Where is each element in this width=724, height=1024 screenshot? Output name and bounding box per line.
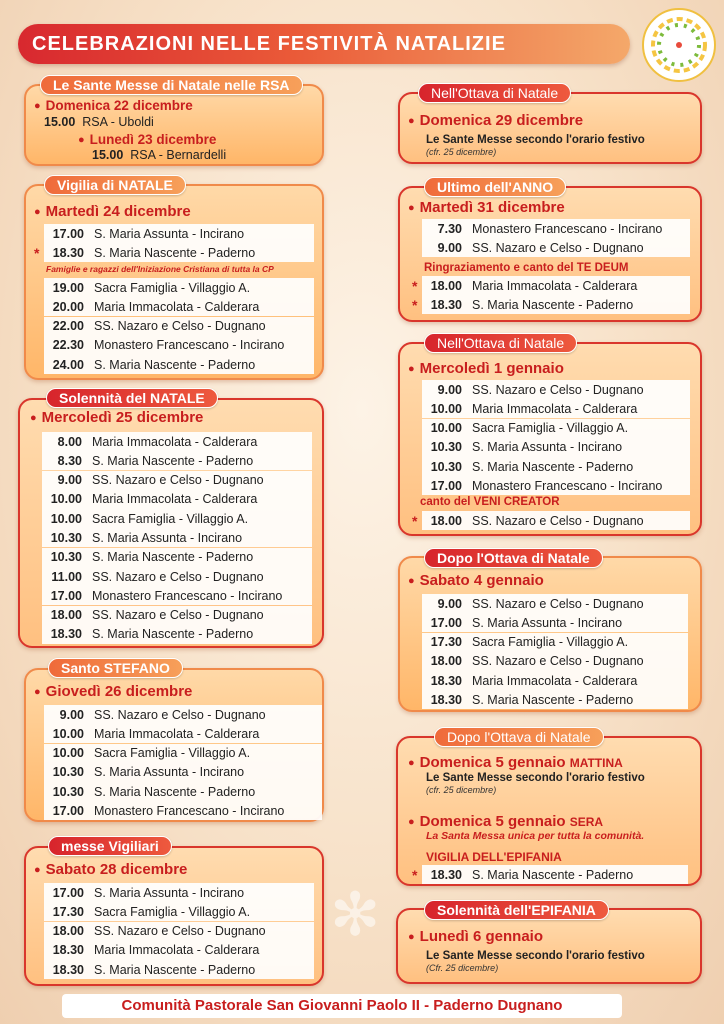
dopo2-box	[396, 736, 702, 886]
schedule-row	[44, 801, 322, 820]
schedule-row	[42, 548, 312, 567]
mass-time: 10.30	[52, 784, 84, 799]
ottava1-label: Nell'Ottava di Natale	[418, 83, 571, 103]
schedule-row	[44, 763, 322, 782]
schedule-row	[42, 490, 312, 509]
mass-location: Maria Immacolata - Calderara	[472, 278, 638, 293]
mass-location: SS. Nazaro e Celso - Dugnano	[472, 654, 644, 669]
schedule-row	[44, 922, 314, 941]
dopo2-day1: ● Domenica 5 gennaio MATTINA	[408, 754, 623, 771]
mass-location: Monastero Francescano - Incirano	[94, 338, 285, 353]
rsa-day1: ● Domenica 22 dicembre	[34, 98, 193, 113]
ultimo-rows-1	[422, 219, 690, 258]
asterisk-marker: *	[412, 512, 418, 529]
schedule-row	[422, 613, 688, 632]
schedule-row	[42, 586, 312, 605]
mass-time: 17.00	[50, 588, 82, 603]
mass-time: 7.30	[437, 221, 462, 236]
logo-icon	[647, 13, 711, 77]
mass-time: 18.30	[430, 673, 462, 688]
dopo1-day: ● Sabato 4 gennaio	[408, 572, 544, 589]
mass-time: 10.00	[430, 421, 462, 436]
ottava2-label: Nell'Ottava di Natale	[424, 333, 577, 353]
mass-time: 18.00	[430, 513, 462, 528]
asterisk-marker: *	[412, 296, 418, 313]
mass-location: S. Maria Nascente - Paderno	[94, 357, 256, 372]
mass-time: 17.30	[52, 904, 84, 919]
mass-time: 17.00	[52, 803, 84, 818]
mass-location: S. Maria Assunta - Incirano	[94, 765, 245, 780]
mass-time: 18.00	[430, 278, 462, 293]
schedule-row	[422, 476, 690, 495]
mass-location: S. Maria Nascente - Paderno	[94, 245, 256, 260]
ottava2-red: canto del VENI CREATOR	[420, 496, 560, 508]
mass-time: 10.30	[430, 440, 462, 455]
mass-location: Maria Immacolata - Calderara	[94, 943, 260, 958]
schedule-row	[42, 432, 312, 451]
schedule-row	[44, 278, 314, 297]
mass-location: Maria Immacolata - Calderara	[94, 299, 260, 314]
schedule-row	[42, 451, 312, 470]
schedule-row	[42, 606, 312, 625]
stefano-box	[24, 668, 324, 822]
schedule-row	[44, 782, 322, 801]
mass-location: SS. Nazaro e Celso - Dugnano	[472, 382, 644, 397]
schedule-row	[42, 625, 312, 644]
ultimo-box	[398, 186, 702, 322]
mass-time: 18.30	[52, 245, 84, 260]
mass-location: SS. Nazaro e Celso - Dugnano	[92, 608, 264, 623]
mass-location: Maria Immacolata - Calderara	[472, 401, 638, 416]
mass-location: SS. Nazaro e Celso - Dugnano	[472, 513, 644, 528]
mass-location: SS. Nazaro e Celso - Dugnano	[472, 240, 644, 255]
mass-time: 17.30	[430, 635, 462, 650]
schedule-row	[44, 317, 314, 336]
schedule-row	[44, 297, 314, 316]
mass-location: SS. Nazaro e Celso - Dugnano	[94, 924, 266, 939]
vigilia-rows-2	[44, 278, 314, 374]
footer-community: Comunità Pastorale San Giovanni Paolo II - Paderno Dugnano	[62, 994, 622, 1018]
mass-time: 9.00	[57, 473, 82, 488]
schedule-row	[412, 276, 690, 295]
schedule-row	[34, 243, 314, 262]
stefano-rows	[44, 705, 322, 821]
page-title: CELEBRAZIONI NELLE FESTIVITÀ NATALIZIE	[18, 24, 630, 64]
schedule-row	[422, 380, 690, 399]
epifania-label: Solennità dell'EPIFANIA	[424, 900, 609, 920]
mass-location: SS. Nazaro e Celso - Dugnano	[94, 707, 266, 722]
mass-location: S. Maria Assunta - Incirano	[94, 885, 245, 900]
mass-time: 10.00	[52, 746, 84, 761]
mass-location: S. Maria Nascente - Paderno	[472, 692, 634, 707]
mass-location: S. Maria Nascente - Paderno	[94, 784, 256, 799]
mass-location: S. Maria Nascente - Paderno	[94, 962, 256, 977]
mass-location: SS. Nazaro e Celso - Dugnano	[94, 319, 266, 334]
schedule-row	[44, 883, 314, 902]
schedule-row	[412, 865, 688, 884]
schedule-row	[422, 671, 688, 690]
schedule-row	[44, 941, 314, 960]
mass-location: Maria Immacolata - Calderara	[92, 492, 258, 507]
mass-location: S. Maria Assunta - Incirano	[472, 440, 623, 455]
mass-time: 19.00	[52, 280, 84, 295]
mass-time: 22.30	[52, 338, 84, 353]
schedule-row	[42, 567, 312, 586]
schedule-row	[44, 336, 314, 355]
mass-location: S. Maria Assunta - Incirano	[94, 226, 245, 241]
mass-location: S. Maria Nascente - Paderno	[92, 550, 254, 565]
mass-time: 10.00	[430, 401, 462, 416]
schedule-row	[44, 705, 322, 724]
mass-time: 10.30	[430, 459, 462, 474]
natale-box	[18, 398, 324, 648]
mass-time: 9.00	[437, 240, 462, 255]
schedule-row	[44, 224, 314, 243]
mass-time: 18.30	[52, 962, 84, 977]
dopo1-box	[398, 556, 702, 712]
schedule-row	[422, 238, 690, 257]
epifania-day: ● Lunedì 6 gennaio	[408, 928, 543, 945]
vigiliari-box	[24, 846, 324, 986]
mass-location: SS. Nazaro e Celso - Dugnano	[92, 473, 264, 488]
epifania-cfr: (Cfr. 25 dicembre)	[426, 963, 499, 973]
dopo1-label: Dopo l'Ottava di Natale	[424, 548, 603, 568]
schedule-row	[44, 960, 314, 979]
natale-day: ● Mercoledì 25 dicembre	[30, 409, 204, 426]
mass-time: 17.00	[52, 885, 84, 900]
schedule-row	[412, 295, 690, 314]
mass-time: 10.30	[52, 765, 84, 780]
ottava1-day: ● Domenica 29 dicembre	[408, 112, 584, 129]
mass-location: S. Maria Nascente - Paderno	[472, 459, 634, 474]
vigilia-box	[24, 184, 324, 380]
rsa-entry-1: 15.00 RSA - Uboldi	[44, 115, 154, 129]
mass-location: S. Maria Assunta - Incirano	[92, 530, 243, 545]
mass-time: 10.30	[50, 530, 82, 545]
mass-time: 17.00	[430, 615, 462, 630]
schedule-row	[422, 594, 688, 613]
schedule-row	[422, 690, 688, 709]
mass-location: SS. Nazaro e Celso - Dugnano	[472, 596, 644, 611]
schedule-row	[42, 509, 312, 528]
mass-time: 18.00	[52, 924, 84, 939]
mass-time: 10.00	[52, 726, 84, 741]
rsa-entry-2: 15.00 RSA - Bernardelli	[92, 148, 227, 162]
schedule-row	[422, 219, 690, 238]
schedule-row	[422, 438, 690, 457]
asterisk-marker: *	[412, 277, 418, 294]
mass-time: 11.00	[51, 569, 82, 584]
ultimo-label: Ultimo dell'ANNO	[424, 177, 566, 197]
vigilia-note: Famiglie e ragazzi dell'Iniziazione Cristiana di tutta la CP	[46, 264, 274, 274]
mass-time: 18.30	[52, 943, 84, 958]
mass-location: Monastero Francescano - Incirano	[94, 803, 285, 818]
dopo2-cfr1: (cfr. 25 dicembre)	[426, 785, 497, 795]
mass-location: Maria Immacolata - Calderara	[92, 434, 258, 449]
mass-time: 10.00	[50, 511, 82, 526]
mass-location: Sacra Famiglia - Villaggio A.	[92, 511, 249, 526]
vigiliari-day: ● Sabato 28 dicembre	[34, 861, 188, 878]
mass-location: Maria Immacolata - Calderara	[472, 673, 638, 688]
schedule-row	[422, 652, 688, 671]
mass-location: S. Maria Nascente - Paderno	[92, 627, 254, 642]
dopo2-rows	[412, 865, 688, 884]
mass-time: 18.30	[430, 692, 462, 707]
schedule-row	[42, 471, 312, 490]
mass-time: 9.00	[437, 382, 462, 397]
snowflake-decoration: ✻	[330, 881, 381, 948]
dopo2-label: Dopo l'Ottava di Natale	[434, 727, 604, 747]
dopo2-vigilia: VIGILIA DELL'EPIFANIA	[426, 850, 562, 864]
schedule-row	[422, 457, 690, 476]
ottava2-rows-1	[422, 380, 690, 496]
schedule-row	[412, 511, 690, 530]
mass-time: 8.00	[57, 434, 82, 449]
stefano-label: Santo STEFANO	[48, 658, 183, 678]
ottava2-box	[398, 342, 702, 536]
mass-time: 20.00	[52, 299, 84, 314]
mass-time: 9.00	[59, 707, 84, 722]
stefano-day: ● Giovedì 26 dicembre	[34, 683, 193, 700]
schedule-row	[422, 399, 690, 418]
ultimo-rows-2	[412, 276, 690, 315]
vigiliari-label: messe Vigiliari	[48, 836, 172, 856]
mass-time: 18.00	[430, 654, 462, 669]
mass-location: S. Maria Nascente - Paderno	[472, 867, 634, 882]
dopo2-day2: ● Domenica 5 gennaio SERA	[408, 813, 604, 830]
mass-location: Monastero Francescano - Incirano	[92, 588, 283, 603]
community-logo	[642, 8, 716, 82]
mass-location: Monastero Francescano - Incirano	[472, 478, 663, 493]
schedule-row	[44, 902, 314, 921]
mass-time: 22.00	[52, 319, 84, 334]
epifania-line: Le Sante Messe secondo l'orario festivo	[426, 950, 645, 962]
mass-time: 18.30	[430, 867, 462, 882]
mass-location: Sacra Famiglia - Villaggio A.	[94, 280, 251, 295]
mass-time: 10.00	[50, 492, 82, 507]
schedule-row	[422, 419, 690, 438]
mass-time: 17.00	[430, 478, 462, 493]
mass-time: 18.00	[50, 608, 82, 623]
vigiliari-rows	[44, 883, 314, 979]
mass-location: Sacra Famiglia - Villaggio A.	[94, 746, 251, 761]
natale-rows	[42, 432, 312, 644]
ultimo-red: Ringraziamento e canto del TE DEUM	[424, 262, 629, 274]
natale-label: Solennità del NATALE	[46, 388, 218, 408]
rsa-day2: ● Lunedì 23 dicembre	[78, 132, 217, 147]
schedule-row	[42, 528, 312, 547]
dopo2-line1: Le Sante Messe secondo l'orario festivo	[426, 772, 645, 784]
schedule-row	[44, 744, 322, 763]
mass-time: 10.30	[50, 550, 82, 565]
asterisk-marker: *	[34, 244, 40, 261]
mass-location: S. Maria Assunta - Incirano	[472, 615, 623, 630]
mass-time: 17.00	[52, 226, 84, 241]
vigilia-label: Vigilia di NATALE	[44, 175, 186, 195]
schedule-row	[422, 633, 688, 652]
ottava2-rows-2	[412, 511, 690, 530]
rsa-label: Le Sante Messe di Natale nelle RSA	[40, 75, 303, 95]
mass-location: Sacra Famiglia - Villaggio A.	[472, 421, 629, 436]
vigilia-rows-1	[34, 224, 314, 263]
mass-time: 9.00	[437, 596, 462, 611]
mass-time: 18.30	[430, 297, 462, 312]
ultimo-day: ● Martedì 31 dicembre	[408, 199, 565, 216]
mass-time: 24.00	[52, 357, 84, 372]
mass-location: Sacra Famiglia - Villaggio A.	[472, 635, 629, 650]
vigilia-day: ● Martedì 24 dicembre	[34, 203, 191, 220]
dopo1-rows	[422, 594, 688, 710]
mass-time: 8.30	[57, 453, 82, 468]
ottava2-day: ● Mercoledì 1 gennaio	[408, 360, 564, 377]
mass-location: SS. Nazaro e Celso - Dugnano	[92, 569, 264, 584]
ottava1-cfr: (cfr. 25 dicembre)	[426, 147, 497, 157]
schedule-row	[44, 355, 314, 374]
mass-time: 18.30	[50, 627, 82, 642]
ottava1-line: Le Sante Messe secondo l'orario festivo	[426, 134, 645, 146]
rsa-box	[24, 84, 324, 166]
mass-location: Maria Immacolata - Calderara	[94, 726, 260, 741]
asterisk-marker: *	[412, 866, 418, 883]
mass-location: Monastero Francescano - Incirano	[472, 221, 663, 236]
mass-location: S. Maria Nascente - Paderno	[92, 453, 254, 468]
mass-location: S. Maria Nascente - Paderno	[472, 297, 634, 312]
mass-location: Sacra Famiglia - Villaggio A.	[94, 904, 251, 919]
schedule-row	[44, 724, 322, 743]
dopo2-red: La Santa Messa unica per tutta la comunità.	[426, 830, 645, 842]
